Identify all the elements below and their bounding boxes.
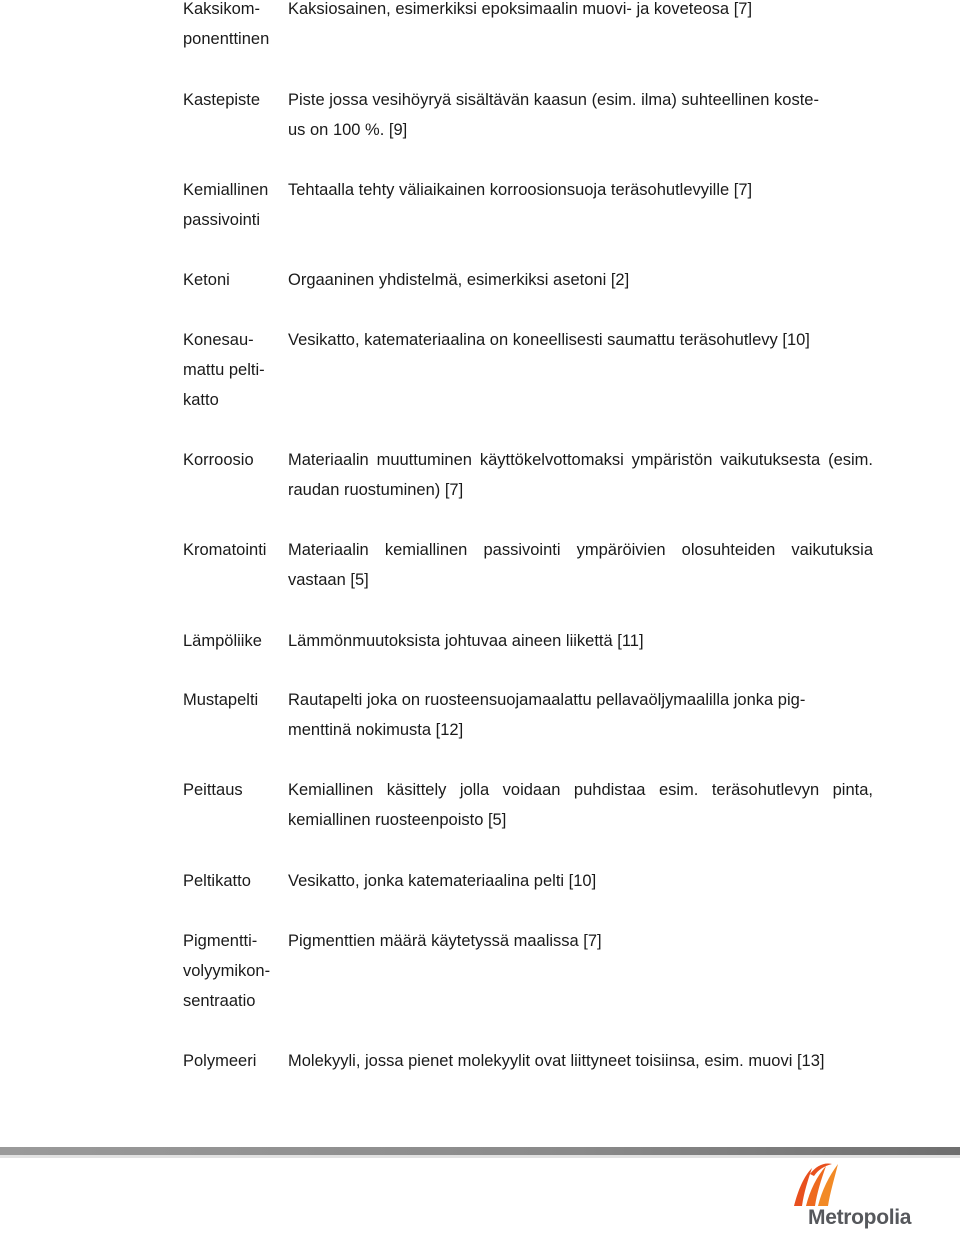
glossary-term: Konesau- mattu pelti- katto [183, 331, 265, 409]
footer-divider-highlight [0, 1155, 960, 1158]
glossary-entry-peltikatto [183, 866, 873, 896]
metropolia-flame-logo-icon [790, 1160, 850, 1208]
glossary-term: Peittaus [183, 781, 243, 799]
glossary-definition: Vesikatto, katemateriaalina on koneellisesti saumattu teräsohutlevy [10] [288, 331, 810, 349]
glossary-definition: Vesikatto, jonka katemateriaalina pelti [10] [288, 872, 597, 890]
glossary-definition: Tehtaalla tehty väliaikainen korroosionsuoja teräsohutlevyille [7] [288, 181, 753, 199]
glossary-definition: Lämmönmuutoksista johtuvaa aineen liikettä [11] [288, 632, 644, 650]
glossary-entry-lampoliike [183, 626, 873, 656]
glossary-entry-konesaumattu-peltikatto [183, 325, 873, 415]
glossary-term: Polymeeri [183, 1052, 257, 1070]
glossary-definition: Pigmenttien määrä käytetyssä maalissa [7] [288, 932, 602, 950]
glossary-term: Mustapelti [183, 691, 259, 709]
glossary-definition: Rautapelti joka on ruosteensuojamaalattu pellavaöljymaalilla jonka pig- menttinä nokimusta [12] [288, 691, 806, 739]
glossary-entry-mustapelti [183, 685, 873, 745]
glossary-entry-kastepiste [183, 85, 873, 145]
glossary-term: Kaksikom- ponenttinen [183, 0, 270, 48]
glossary-term: Peltikatto [183, 872, 251, 890]
glossary-term: Pigmentti- volyymikon- sentraatio [183, 932, 271, 1010]
glossary-entry-polymeeri [183, 1046, 873, 1076]
glossary-term: Kemiallinen passivointi [183, 181, 269, 229]
glossary-definition: Kaksiosainen, esimerkiksi epoksimaalin muovi- ja koveteosa [7] [288, 0, 753, 18]
glossary-entry-ketoni [183, 265, 873, 295]
glossary-entry-kaksikomponenttinen [183, 0, 873, 54]
footer-divider [0, 1147, 960, 1155]
glossary-definition: Kemiallinen käsittely jolla voidaan puhdistaa esim. teräsohutlevyn pinta, kemiallinen ruosteenpoisto [5] [288, 781, 873, 829]
glossary-term: Kastepiste [183, 91, 261, 109]
glossary-definition: Materiaalin muuttuminen käyttökelvottomaksi ympäristön vaikutuksesta (esim. raudan ruostuminen) [7] [288, 451, 873, 499]
glossary-entry-kromatointi [183, 535, 873, 595]
logo-wordmark: Metropolia [808, 1206, 912, 1229]
metropolia-logo [790, 1160, 930, 1230]
glossary-term: Ketoni [183, 271, 230, 289]
glossary-term: Kromatointi [183, 541, 267, 559]
glossary-definition: Orgaaninen yhdistelmä, esimerkiksi asetoni [2] [288, 271, 630, 289]
glossary-entry-kemiallinen-passivointi [183, 175, 873, 235]
glossary-definition: Molekyyli, jossa pienet molekyylit ovat liittyneet toisiinsa, esim. muovi [13] [288, 1052, 825, 1070]
glossary-entry-peittaus [183, 775, 873, 835]
glossary-definition: Piste jossa vesihöyryä sisältävän kaasun (esim. ilma) suhteellinen koste- us on 100 %. [9] [288, 91, 819, 139]
glossary-term: Lämpöliike [183, 632, 262, 650]
glossary-term: Korroosio [183, 451, 254, 469]
glossary-entry-pigmenttivolyymikonsentraatio [183, 926, 873, 1016]
glossary-definition: Materiaalin kemiallinen passivointi ympäröivien olosuhteiden vaikutuksia vastaan [5] [288, 541, 873, 589]
glossary-entry-korroosio [183, 445, 873, 505]
